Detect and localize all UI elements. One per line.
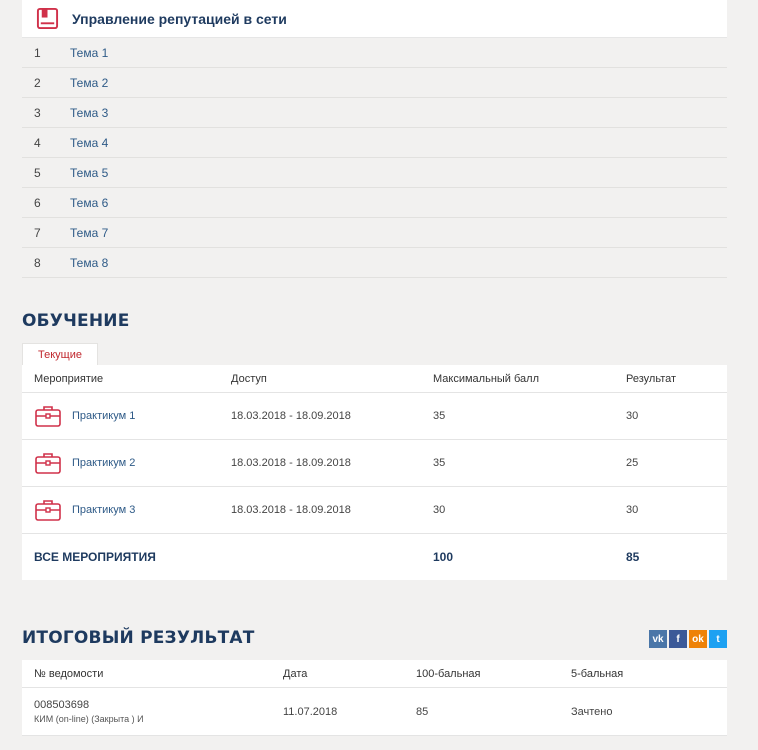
- max-score-cell: 30: [433, 504, 446, 516]
- activity-link[interactable]: Практикум 3: [72, 504, 136, 516]
- record-description: КИМ (on-line) (Закрыта ) И: [34, 714, 144, 724]
- total-max-score: 100: [433, 550, 454, 564]
- total-result: 85: [626, 550, 640, 564]
- column-header-date: Дата: [283, 667, 308, 680]
- topic-link[interactable]: Тема 6: [70, 195, 109, 210]
- activity-cell: [22, 450, 231, 476]
- learning-section-title: ОБУЧЕНИЕ: [22, 311, 130, 331]
- topic-number: 7: [34, 225, 41, 240]
- table-row: [22, 440, 727, 487]
- score100-cell: 85: [416, 705, 429, 718]
- topic-link[interactable]: Тема 7: [70, 225, 109, 240]
- table-row: [22, 688, 727, 736]
- twitter-icon[interactable]: t: [709, 630, 727, 648]
- column-header-activity: Мероприятие: [34, 372, 104, 385]
- score5-cell: Зачтено: [571, 705, 613, 718]
- topic-row: [22, 248, 727, 278]
- book-icon: [36, 7, 59, 30]
- topic-number: 5: [34, 165, 41, 180]
- topic-link[interactable]: Тема 3: [70, 105, 109, 120]
- activity-link[interactable]: Практикум 1: [72, 410, 136, 422]
- date-cell: 11.07.2018: [283, 705, 338, 718]
- column-header-score5: 5-бальная: [571, 667, 624, 680]
- course-title: Управление репутацией в сети: [72, 10, 287, 27]
- topic-link[interactable]: Тема 8: [70, 255, 109, 270]
- vk-icon[interactable]: vk: [649, 630, 667, 648]
- record-cell: [22, 699, 283, 724]
- odnoklassniki-icon[interactable]: ok: [689, 630, 707, 648]
- tab-current[interactable]: Текущие: [22, 343, 98, 365]
- topic-row: [22, 128, 727, 158]
- table-total-row: [22, 534, 727, 580]
- activity-link[interactable]: Практикум 2: [72, 457, 136, 469]
- activity-cell: [22, 497, 231, 523]
- table-header: [22, 660, 727, 688]
- topic-link[interactable]: Тема 5: [70, 165, 109, 180]
- max-score-cell: 35: [433, 457, 446, 469]
- topic-number: 6: [34, 195, 41, 210]
- topic-row: [22, 188, 727, 218]
- result-cell: 25: [626, 457, 639, 469]
- topic-row: [22, 38, 727, 68]
- page-content: [22, 0, 727, 724]
- activity-cell: [22, 403, 231, 429]
- column-header-max-score: Максимальный балл: [433, 372, 539, 385]
- topic-number: 4: [34, 135, 41, 150]
- topic-number: 3: [34, 105, 41, 120]
- topic-link[interactable]: Тема 2: [70, 75, 109, 90]
- access-cell: 18.03.2018 - 18.09.2018: [231, 504, 351, 516]
- record-number: 008503698: [34, 699, 90, 711]
- max-score-cell: 35: [433, 410, 446, 422]
- topic-number: 1: [34, 45, 41, 60]
- column-header-score100: 100-бальная: [416, 667, 481, 680]
- topic-number: 2: [34, 75, 41, 90]
- briefcase-icon: [34, 497, 62, 523]
- activities-table: [22, 365, 727, 580]
- topic-row: [22, 98, 727, 128]
- topic-row: [22, 68, 727, 98]
- result-cell: 30: [626, 410, 639, 422]
- table-row: [22, 393, 727, 440]
- total-label: ВСЕ МЕРОПРИЯТИЯ: [34, 550, 156, 564]
- topic-row: [22, 158, 727, 188]
- topic-number: 8: [34, 255, 41, 270]
- access-cell: 18.03.2018 - 18.09.2018: [231, 457, 351, 469]
- table-row: [22, 487, 727, 534]
- final-section-title: ИТОГОВЫЙ РЕЗУЛЬТАТ: [22, 628, 255, 648]
- course-header: [22, 0, 727, 38]
- access-cell: 18.03.2018 - 18.09.2018: [231, 410, 351, 422]
- topic-list: [22, 38, 727, 278]
- briefcase-icon: [34, 403, 62, 429]
- result-cell: 30: [626, 504, 639, 516]
- topic-link[interactable]: Тема 1: [70, 45, 109, 60]
- briefcase-icon: [34, 450, 62, 476]
- facebook-icon[interactable]: f: [669, 630, 687, 648]
- column-header-result: Результат: [626, 372, 677, 385]
- final-results-table: [22, 660, 727, 736]
- column-header-access: Доступ: [231, 372, 267, 385]
- social-share-buttons: [649, 630, 727, 648]
- topic-link[interactable]: Тема 4: [70, 135, 109, 150]
- topic-row: [22, 218, 727, 248]
- column-header-record: № ведомости: [34, 667, 104, 680]
- table-header: [22, 365, 727, 393]
